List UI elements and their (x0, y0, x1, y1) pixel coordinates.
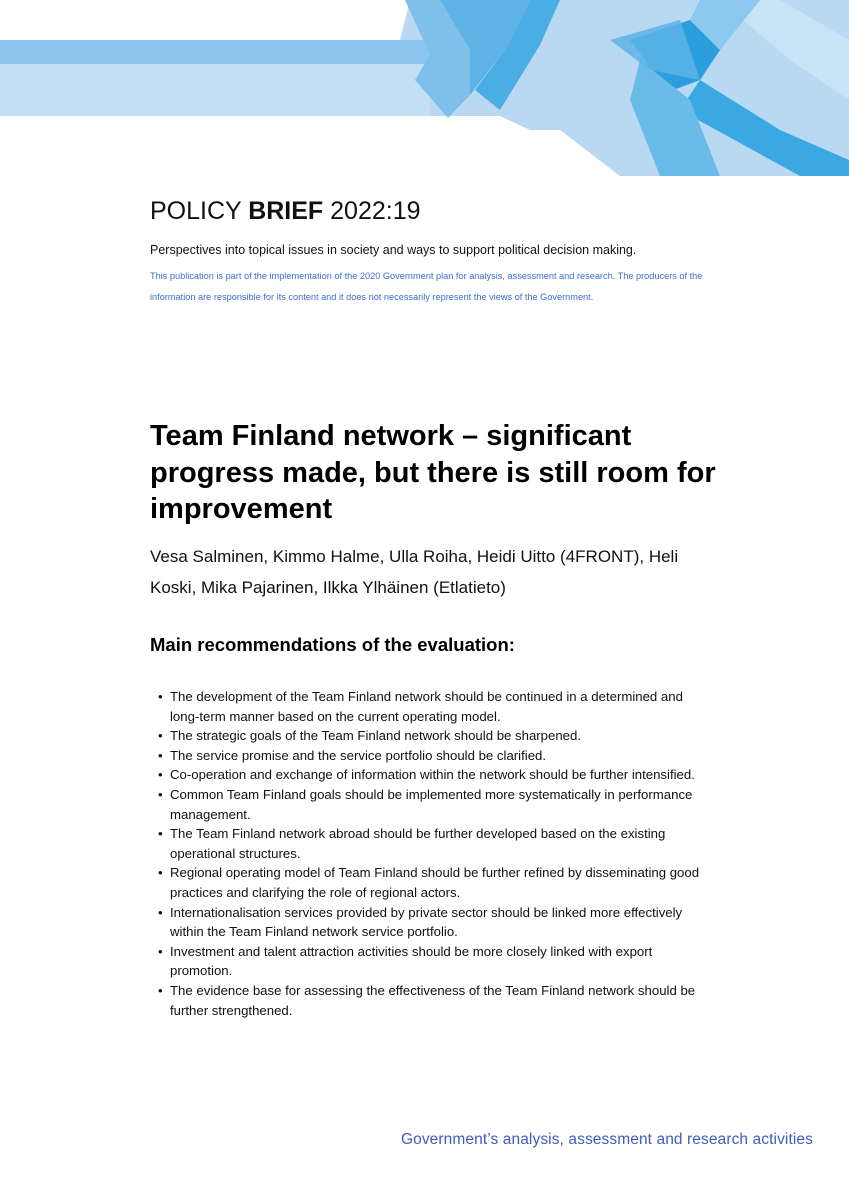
disclaimer-text: This publication is part of the implementation of the 2020 Government plan for analysis, assessment and research. The producers of the information are responsible for its content and it does not necessarily represent the views of the Government. (150, 271, 703, 302)
bullet-glyph: • (158, 767, 163, 783)
bullet-glyph: • (158, 943, 163, 959)
header-banner-graphic (0, 0, 849, 180)
list-item (158, 824, 706, 863)
list-item (158, 942, 706, 981)
list-item-text: Common Team Finland goals should be implemented more systematically in performance management. (170, 786, 693, 822)
bullet-glyph: • (158, 865, 163, 881)
list-item (158, 765, 706, 785)
list-item (158, 726, 706, 746)
list-item (158, 981, 706, 1020)
list-item-text: Co-operation and exchange of information within the network should be further intensified. (170, 767, 695, 783)
bullet-glyph: • (158, 689, 163, 704)
banner-band-lower (0, 64, 470, 116)
bullet-glyph: • (158, 982, 163, 998)
footer-series-text: Government’s analysis, assessment and research activities (400, 1131, 813, 1148)
list-item-text: The service promise and the service portfolio should be clarified. (170, 747, 547, 763)
list-item-text: Internationalisation services provided by private sector should be linked more effectively within the Team Finland network service portfolio. (170, 904, 683, 940)
bullet-glyph: • (158, 747, 163, 763)
list-item (158, 687, 706, 726)
list-item-text: The strategic goals of the Team Finland network should be sharpened. (170, 728, 582, 744)
recommendations-heading: Main recommendations of the evaluation: (150, 634, 515, 655)
series-bold-word: BRIEF (248, 197, 324, 225)
bullet-glyph: • (158, 728, 163, 744)
document-title: Team Finland network – significant progress made, but there is still room for improvement (150, 420, 716, 525)
list-item-text: The development of the Team Finland network should be continued in a determined and long-term manner based on the current operating model. (170, 689, 683, 724)
bullet-glyph: • (158, 826, 163, 842)
bullet-glyph: • (158, 904, 163, 920)
banner-band-upper (0, 40, 430, 64)
list-item (158, 746, 706, 766)
list-item-text: The evidence base for assessing the effectiveness of the Team Finland network should be further strengthened. (170, 982, 696, 1018)
authors-line: Vesa Salminen, Kimmo Halme, Ulla Roiha, Heidi Uitto (4FRONT), Heli Koski, Mika Pajarinen, Ilkka Ylhäinen (Etlatieto) (150, 547, 679, 597)
list-item-text: The Team Finland network abroad should be further developed based on the existing operational structures. (170, 826, 666, 861)
list-item (158, 903, 706, 942)
series-number: 2022:19 (323, 197, 421, 225)
list-item-text: Investment and talent attraction activities should be more closely linked with export promotion. (170, 943, 653, 979)
list-item-text: Regional operating model of Team Finland should be further refined by disseminating good practices and clarifying the role of regional actors. (170, 865, 700, 900)
list-item (158, 863, 706, 902)
series-label (150, 197, 421, 226)
recommendations-list (158, 687, 706, 1020)
bullet-glyph: • (158, 786, 163, 802)
list-item (158, 785, 706, 824)
series-prefix: POLICY (150, 197, 249, 225)
tagline: Perspectives into topical issues in society and ways to support political decision making. (150, 243, 637, 257)
